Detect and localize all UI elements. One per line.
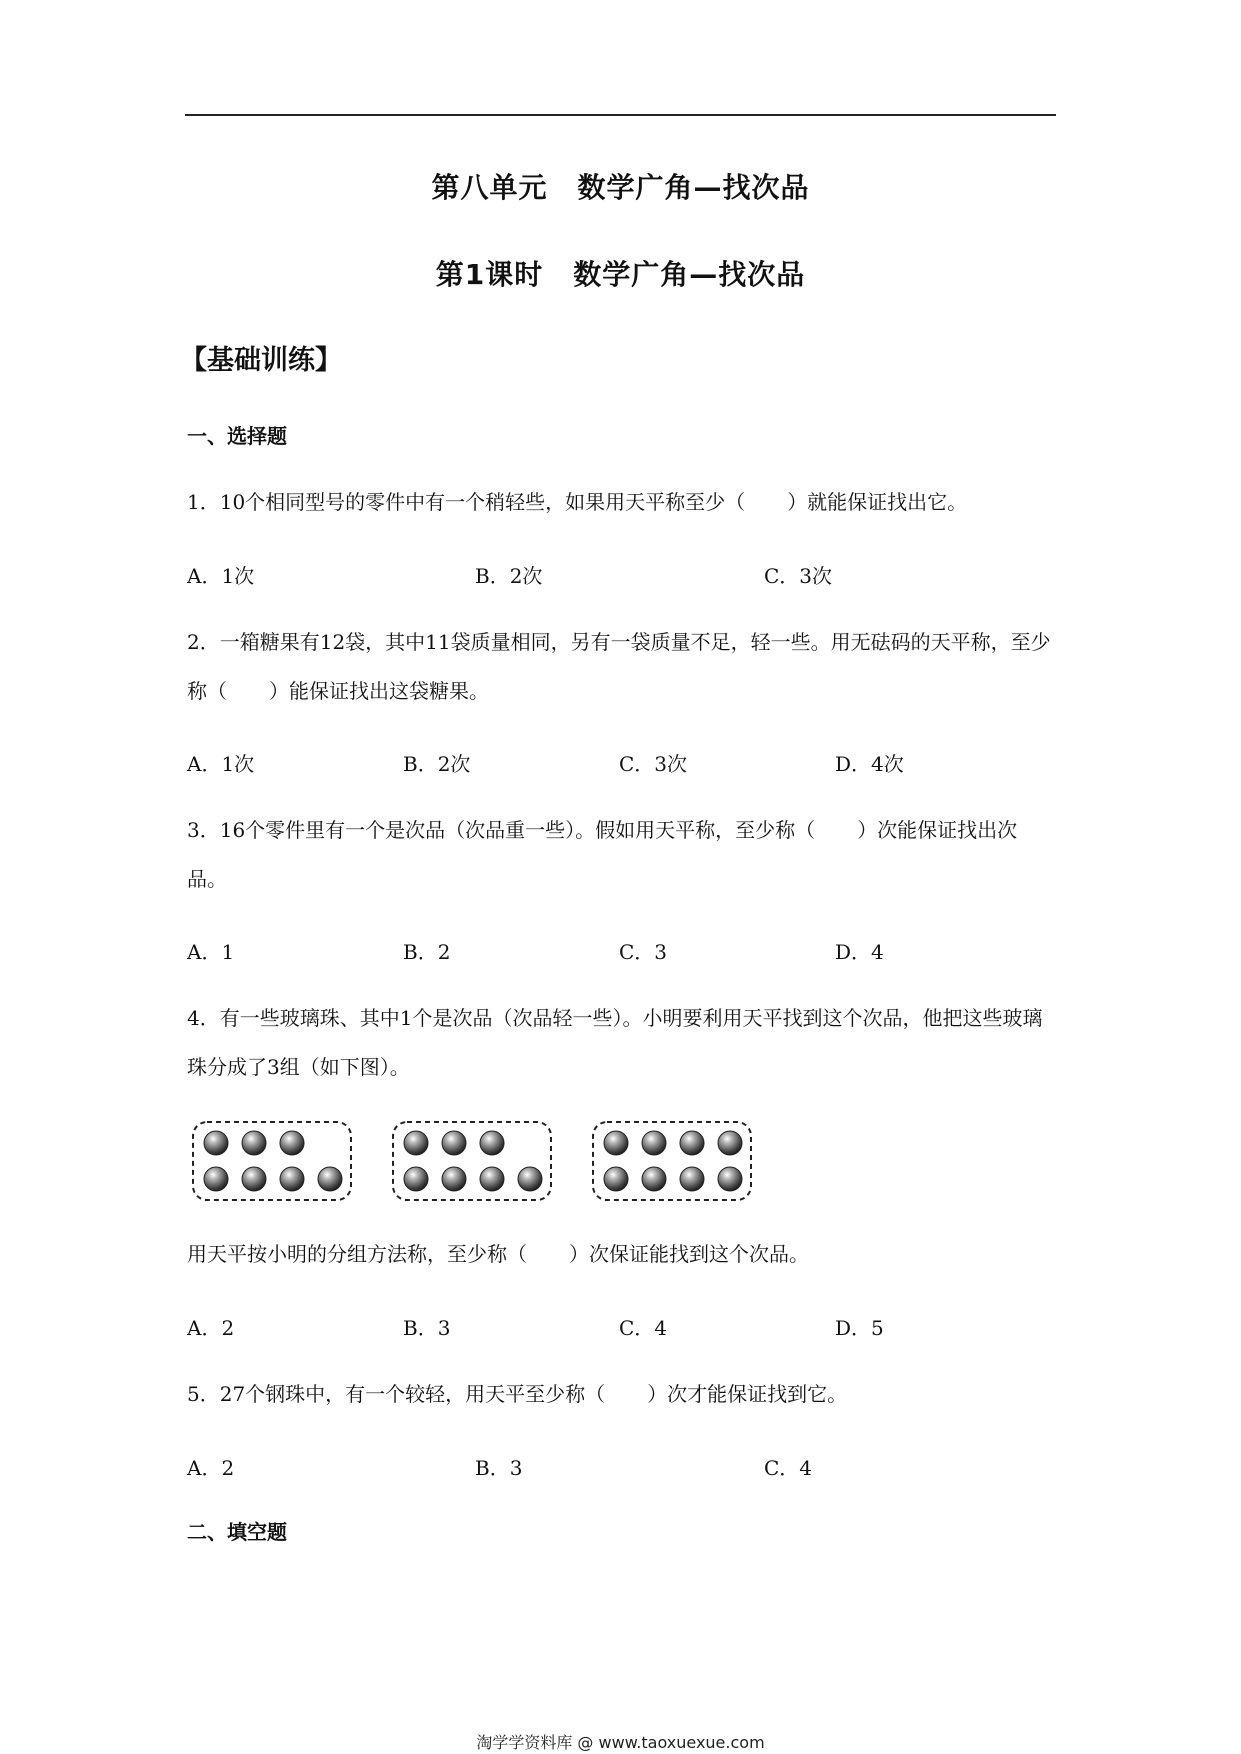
- glass-bead: [442, 1167, 466, 1191]
- option-c[interactable]: C．4: [764, 1456, 813, 1480]
- option-b[interactable]: B．3: [403, 1316, 451, 1340]
- option-b[interactable]: B．2: [403, 940, 451, 964]
- option-a[interactable]: A．1次: [187, 752, 255, 776]
- option-a[interactable]: A．2: [187, 1316, 235, 1340]
- question-5: [187, 1370, 1057, 1419]
- question-4-followup: [187, 1230, 1057, 1279]
- option-a[interactable]: A．1: [187, 940, 235, 964]
- bead-group-2: [393, 1122, 551, 1200]
- glass-bead: [518, 1167, 542, 1191]
- glass-bead: [642, 1131, 666, 1155]
- bead-group-3: [593, 1122, 751, 1200]
- glass-bead: [480, 1167, 504, 1191]
- option-a[interactable]: A．1次: [187, 564, 255, 588]
- glass-bead: [442, 1131, 466, 1155]
- glass-bead: [242, 1167, 266, 1191]
- glass-bead: [680, 1131, 704, 1155]
- lesson-heading: [0, 253, 1241, 293]
- section-basic-training: 【基础训练】: [180, 345, 342, 376]
- glass-bead: [604, 1131, 628, 1155]
- glass-bead: [318, 1167, 342, 1191]
- glass-bead: [404, 1131, 428, 1155]
- option-d[interactable]: D．5: [835, 1316, 884, 1340]
- question-4: [187, 994, 1057, 1092]
- unit-title: 数学广角—找次品: [577, 171, 810, 204]
- question-1-options: [187, 560, 1057, 590]
- lesson-label: 第1课时: [435, 258, 544, 291]
- question-5-text-a: 5．27个钢珠中，有一个较轻，用天平至少称（: [187, 1382, 606, 1406]
- part2-title: 二、填空题: [187, 1520, 287, 1544]
- question-2: [187, 618, 1057, 716]
- question-2-options: [187, 748, 1057, 778]
- question-5-text-b: ）次才能保证找到它。: [647, 1382, 848, 1406]
- option-a[interactable]: A．2: [187, 1456, 235, 1480]
- option-d[interactable]: D．4次: [835, 752, 904, 776]
- glass-bead: [604, 1167, 628, 1191]
- question-5-options: [187, 1452, 1057, 1482]
- question-4-options: [187, 1312, 1057, 1342]
- glass-bead: [718, 1131, 742, 1155]
- glass-bead: [404, 1167, 428, 1191]
- glass-bead: [204, 1131, 228, 1155]
- glass-bead: [204, 1167, 228, 1191]
- question-3-text-a: 3．16个零件里有一个是次品（次品重一些）。假如用天平称，至少称（: [187, 818, 816, 842]
- question-4-text: 4．有一些玻璃珠、其中1个是次品（次品轻一些）。小明要利用天平找到这个次品，他把这些玻璃珠分成了3组（如下图）。: [187, 1006, 1043, 1079]
- top-rule: [185, 114, 1056, 116]
- question-4-followup-a: 用天平按小明的分组方法称，至少称（: [187, 1242, 527, 1266]
- glass-bead: [242, 1131, 266, 1155]
- bead-group-1: [193, 1122, 351, 1200]
- option-c[interactable]: C．4: [619, 1316, 668, 1340]
- glass-bead: [480, 1131, 504, 1155]
- question-2-text-b: ）能保证找出这袋糖果。: [269, 679, 489, 703]
- footer-watermark: 淘学学资料库 @ www.taoxuexue.com: [476, 1733, 765, 1752]
- unit-heading: [0, 166, 1241, 206]
- glass-beads-figure: [192, 1121, 752, 1201]
- option-c[interactable]: C．3: [619, 940, 668, 964]
- question-4-followup-b: ）次保证能找到这个次品。: [569, 1242, 809, 1266]
- glass-bead: [642, 1167, 666, 1191]
- glass-bead: [680, 1167, 704, 1191]
- glass-bead: [280, 1131, 304, 1155]
- option-b[interactable]: B．3: [475, 1456, 523, 1480]
- option-c[interactable]: C．3次: [764, 564, 833, 588]
- question-1: [187, 478, 1057, 527]
- question-3-text-b: ）次能保证找出次品。: [187, 818, 1018, 891]
- question-1-text-b: ）就能保证找出它。: [787, 490, 968, 514]
- option-d[interactable]: D．4: [835, 940, 884, 964]
- option-c[interactable]: C．3次: [619, 752, 688, 776]
- option-b[interactable]: B．2次: [475, 564, 543, 588]
- question-3-options: [187, 936, 1057, 966]
- question-1-text-a: 1．10个相同型号的零件中有一个稍轻些，如果用天平称至少（: [187, 490, 746, 514]
- part1-title: 一、选择题: [187, 424, 287, 448]
- option-b[interactable]: B．2次: [403, 752, 471, 776]
- question-2-text-a: 2．一箱糖果有12袋，其中11袋质量相同，另有一袋质量不足，轻一些。用无砝码的天平称，至少称（: [187, 630, 1051, 703]
- question-3: [187, 806, 1057, 904]
- lesson-title: 数学广角—找次品: [573, 258, 806, 291]
- glass-bead: [280, 1167, 304, 1191]
- unit-label: 第八单元: [431, 171, 548, 204]
- glass-bead: [718, 1167, 742, 1191]
